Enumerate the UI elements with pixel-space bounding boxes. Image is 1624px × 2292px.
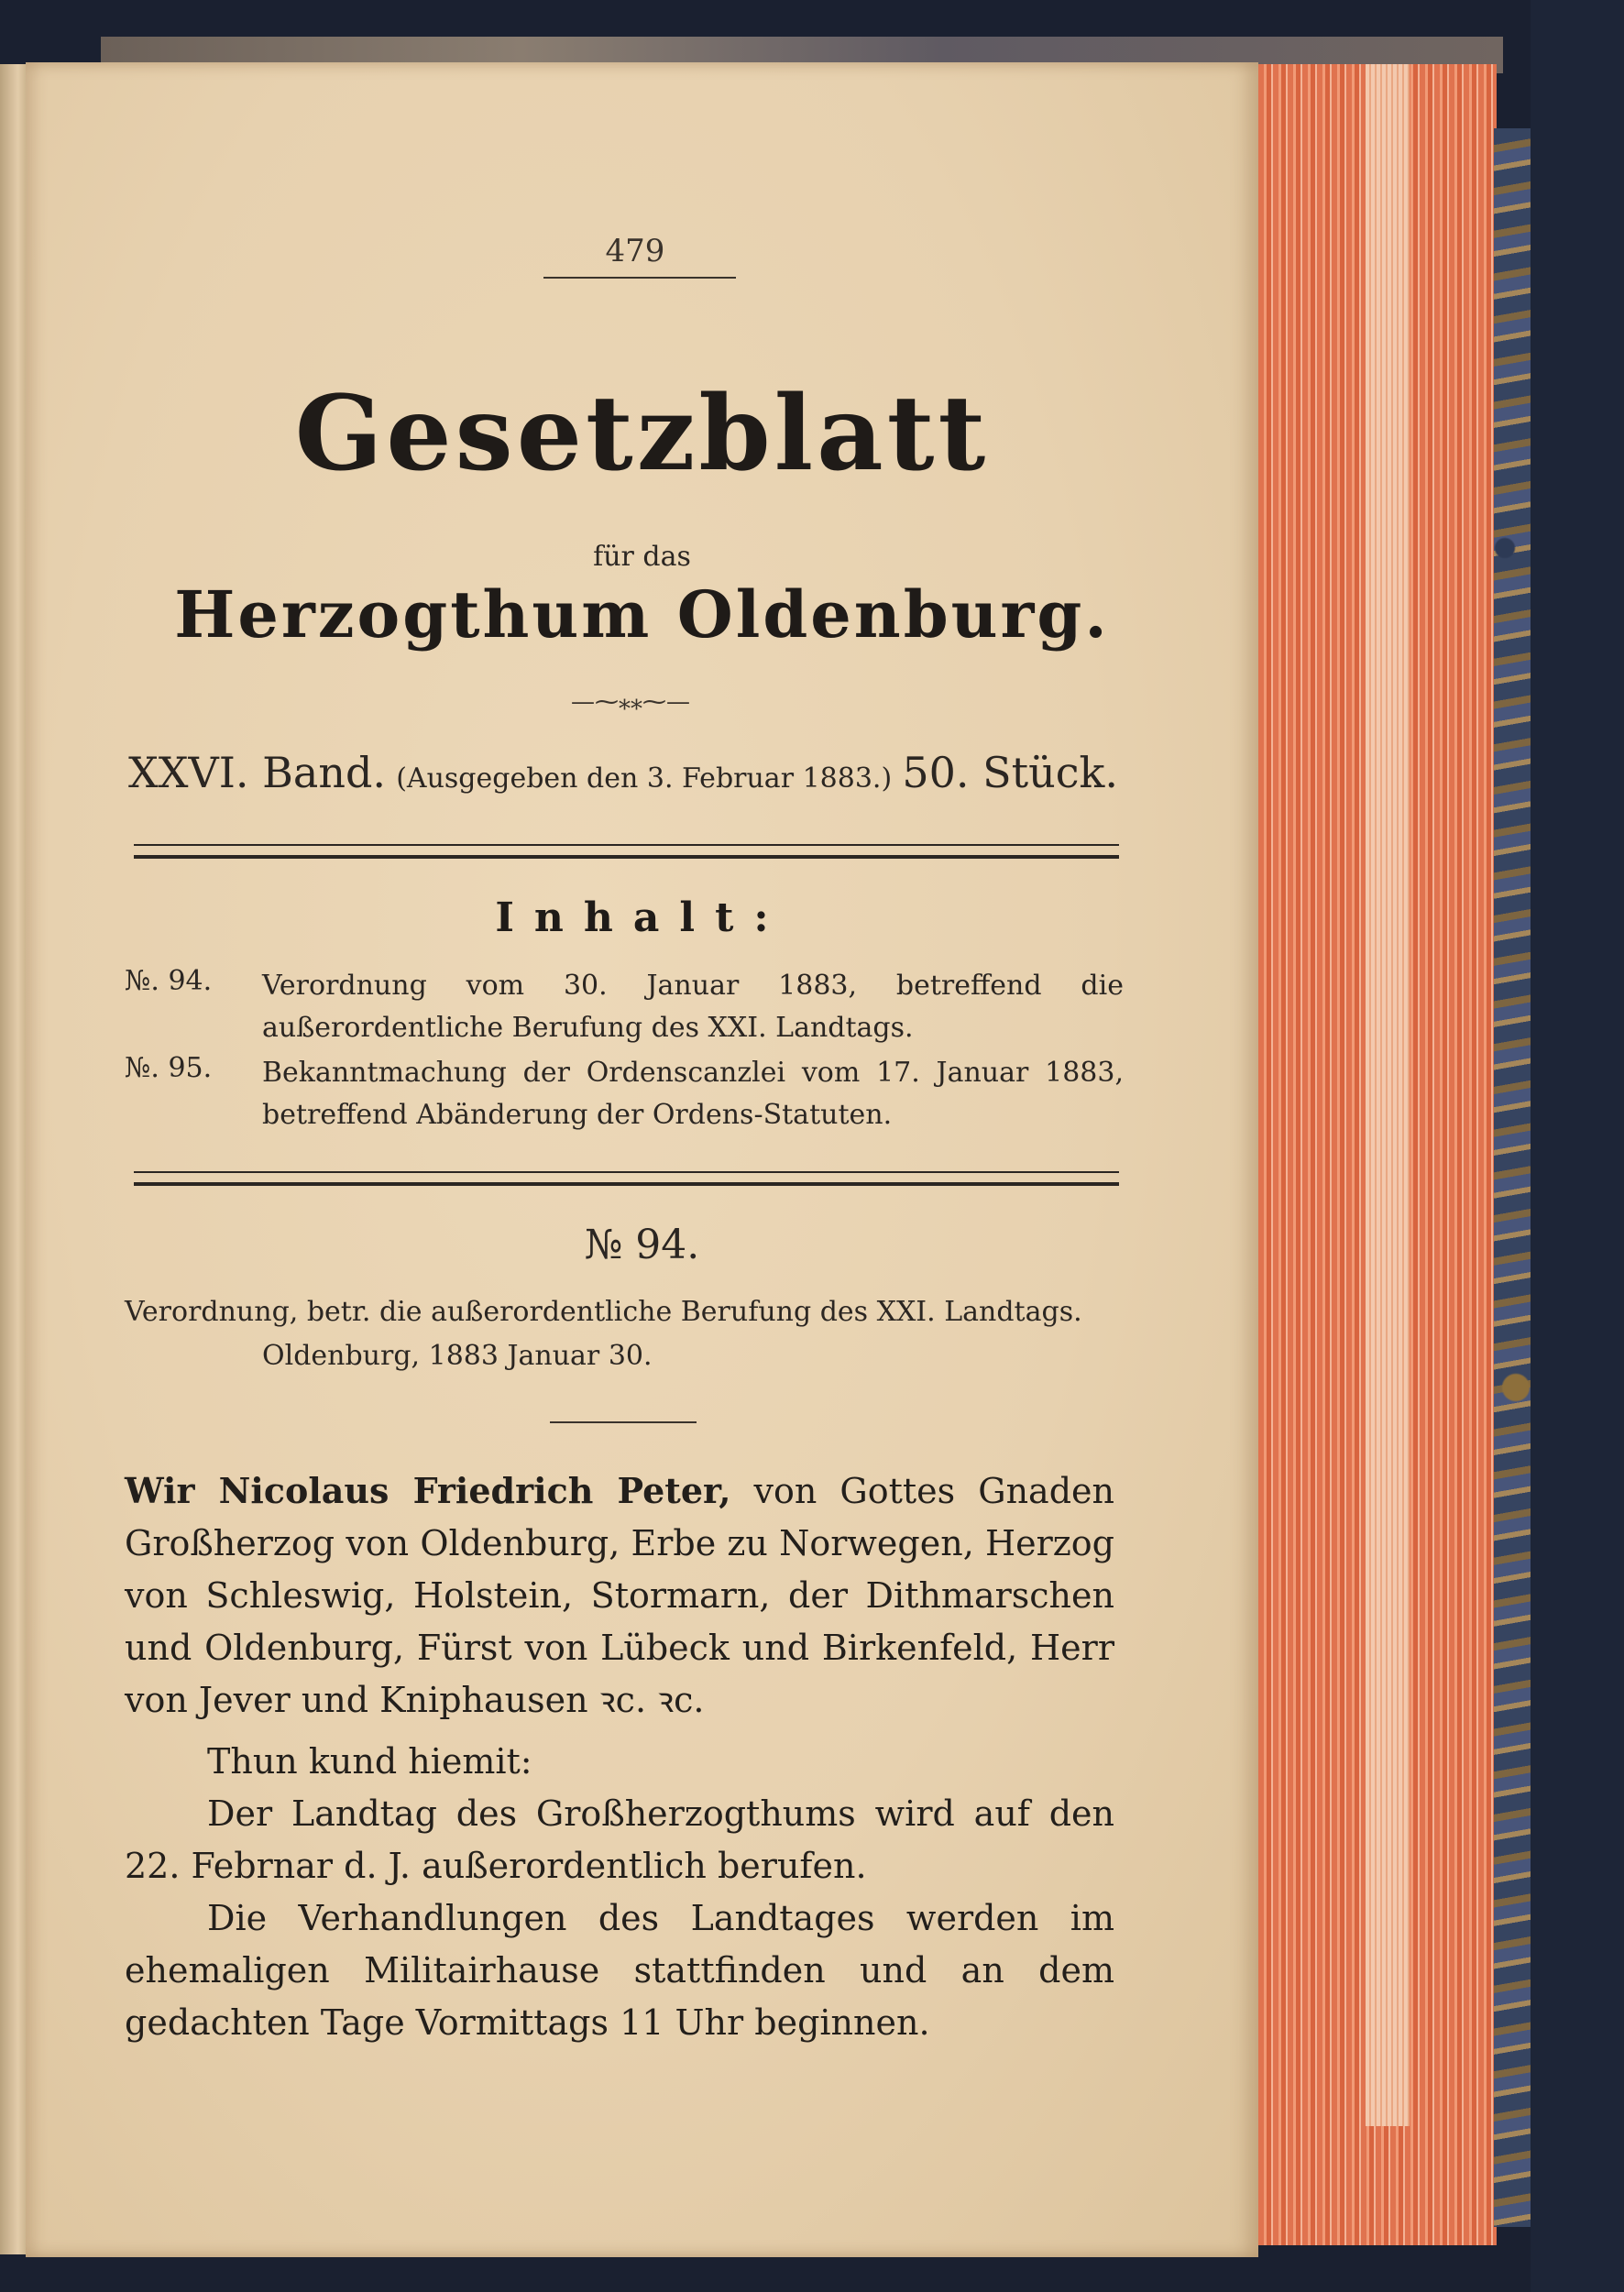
issue-part: 50. Stück. [902,748,1118,797]
decree-title [125,1290,1119,1378]
toc-entry-number: №. 95. [125,1052,213,1084]
page-block-edge-inner [1366,64,1410,2126]
sovereign-titles: von Gottes Gnaden Großherzog von Oldenburg, Erbe zu Norwegen, Herzog von Schleswig, Holstein, Stormarn, der Dithmarschen und Oldenburg, Fürst von Lübeck und Birkenfeld, Herr von Jever und Kniphausen ꝛc. ꝛc. [125,1471,1114,1720]
marbled-cover [1494,128,1531,2227]
ornament-divider: —⁓⁎⁎⁓— [571,688,690,716]
toc-entry-text: Verordnung vom 30. Januar 1883, betreffend die außerordentliche Berufung des XXI. Landtags. [262,970,1124,1044]
decree-place-date: Oldenburg, 1883 Januar 30. [262,1340,653,1372]
decree-paragraph-1: Der Landtag des Großherzogthums wird auf den 22. Febrnar d. J. außerordentlich berufen. [125,1793,1114,1886]
section-rule [550,1421,697,1423]
duchy-name: Herzogthum Oldenburg. [174,576,1110,653]
contents-heading: Inhalt: [495,894,789,941]
document-page [26,62,1258,2257]
issue-line [128,748,1118,797]
book-cover-dark [1531,0,1624,2292]
facing-page-edge [0,64,27,2254]
page-number: 479 [605,233,665,269]
toc-entry-text: Bekanntmachung der Ordenscanzlei vom 17. Januar 1883, betreffend Abänderung der Ordens-Statuten. [262,1057,1124,1131]
decree-preamble [125,1464,1114,1727]
decree-title-line: Verordnung, betr. die außerordentliche Berufung des XXI. Landtags. [125,1296,1082,1328]
section-number: № 94. [584,1222,700,1268]
page-number-rule [543,277,736,279]
toc-entry [125,1052,1124,1136]
header-double-rule [134,844,1119,859]
contents-double-rule [134,1171,1119,1186]
issue-volume: XXVI. Band. [128,748,387,797]
issue-date: (Ausgegeben den 3. Februar 1883.) [396,762,893,795]
proclamation-formula: Thun kund hiemit: [207,1741,532,1782]
decree-paragraph-2: Die Verhandlungen des Landtages werden im ehemaligen Militairhause stattfinden und an dem gedachten Tage Vormittags 11 Uhr beginnen. [125,1898,1114,2043]
sovereign-name: Wir Nicolaus Friedrich Peter, [125,1470,731,1511]
toc-entry [125,965,1124,1049]
gazette-subtitle: für das [593,541,691,573]
gazette-title: Gesetzblatt [294,374,990,494]
toc-entry-number: №. 94. [125,965,213,997]
